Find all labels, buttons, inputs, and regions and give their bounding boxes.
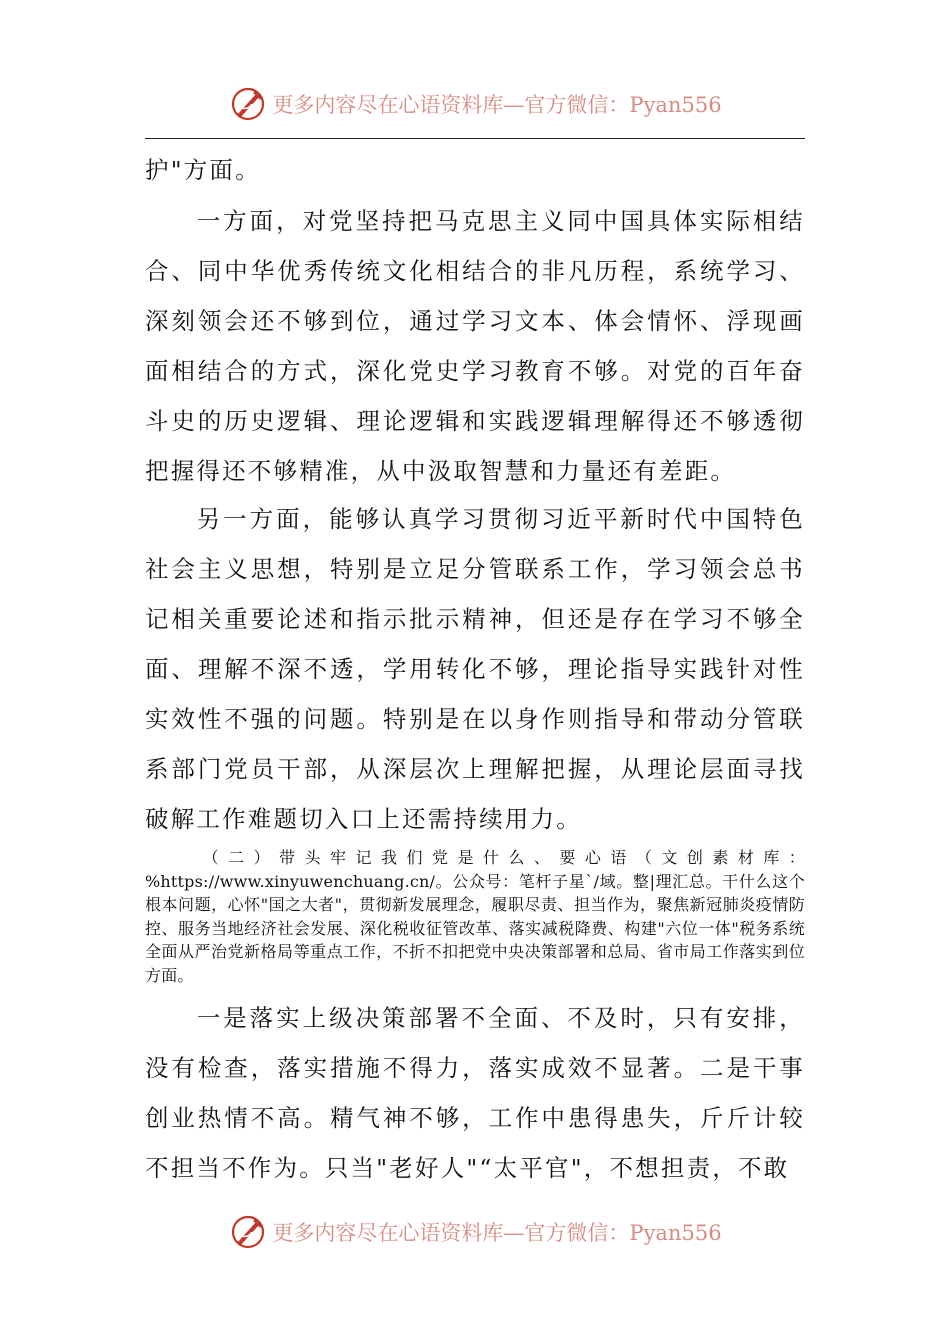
paragraph-1-block	[145, 196, 805, 496]
section-heading-paragraph: （二）带头牢记我们党是什么、要心语（文创素材库：%https://www.xinyuwenchuang.cn/。公众号：笔杆子星`/域。整|理汇总。干什么这个根本问题，心怀"国之大者"，贯彻新发展理念，履职尽责、担当作为，聚焦新冠肺炎疫情防控、服务当地经济社会发展、深化税收征管改革、落实减税降费、构建"六位一体"税务系统全面从严治党新格局等重点工作，不折不扣把党中央决策部署和总局、省市局工作落实到位方面。	[145, 848, 805, 985]
pen-seal-logo-icon	[228, 84, 268, 124]
paragraph-3: 一是落实上级决策部署不全面、不及时，只有安排，没有检查，落实措施不得力，落实成效不显著。二是干事创业热情不高。精气神不够，工作中患得患失，斤斤计较不担当不作为。只当"老好人"“太平官"，不想担责，不敢	[145, 1004, 805, 1182]
header-divider	[145, 138, 805, 139]
paragraph-3-block	[145, 993, 805, 1193]
pen-seal-logo-icon	[228, 1212, 268, 1252]
paragraph-2: 另一方面，能够认真学习贯彻习近平新时代中国特色社会主义思想，特别是立足分管联系工作，学习领会总书记相关重要论述和指示批示精神，但还是存在学习不够全面、理解不深不透，学用转化不够，理论指导实践针对性实效性不强的问题。特别是在以身作则指导和带动分管联系部门党员干部，从深层次上理解把握，从理论层面寻找破解工作难题切入口上还需持续用力。	[145, 505, 805, 833]
footer-watermark-text: 更多内容尽在心语资料库—官方微信：Pyan556	[272, 1221, 722, 1245]
page-header-watermark	[0, 82, 950, 126]
header-watermark-text: 更多内容尽在心语资料库—官方微信：Pyan556	[272, 93, 722, 117]
continuation-block	[145, 145, 805, 195]
paragraph-1: 一方面，对党坚持把马克思主义同中国具体实际相结合、同中华优秀传统文化相结合的非凡历程，系统学习、深刻领会还不够到位，通过学习文本、体会情怀、浮现画面相结合的方式，深化党史学习教育不够。对党的百年奋斗史的历史逻辑、理论逻辑和实践逻辑理解得还不够透彻把握得还不够精准，从中汲取智慧和力量还有差距。	[145, 207, 805, 485]
page-footer-watermark	[0, 1210, 950, 1254]
continuation-text: 护"方面。	[145, 156, 261, 184]
paragraph-2-block	[145, 494, 805, 844]
